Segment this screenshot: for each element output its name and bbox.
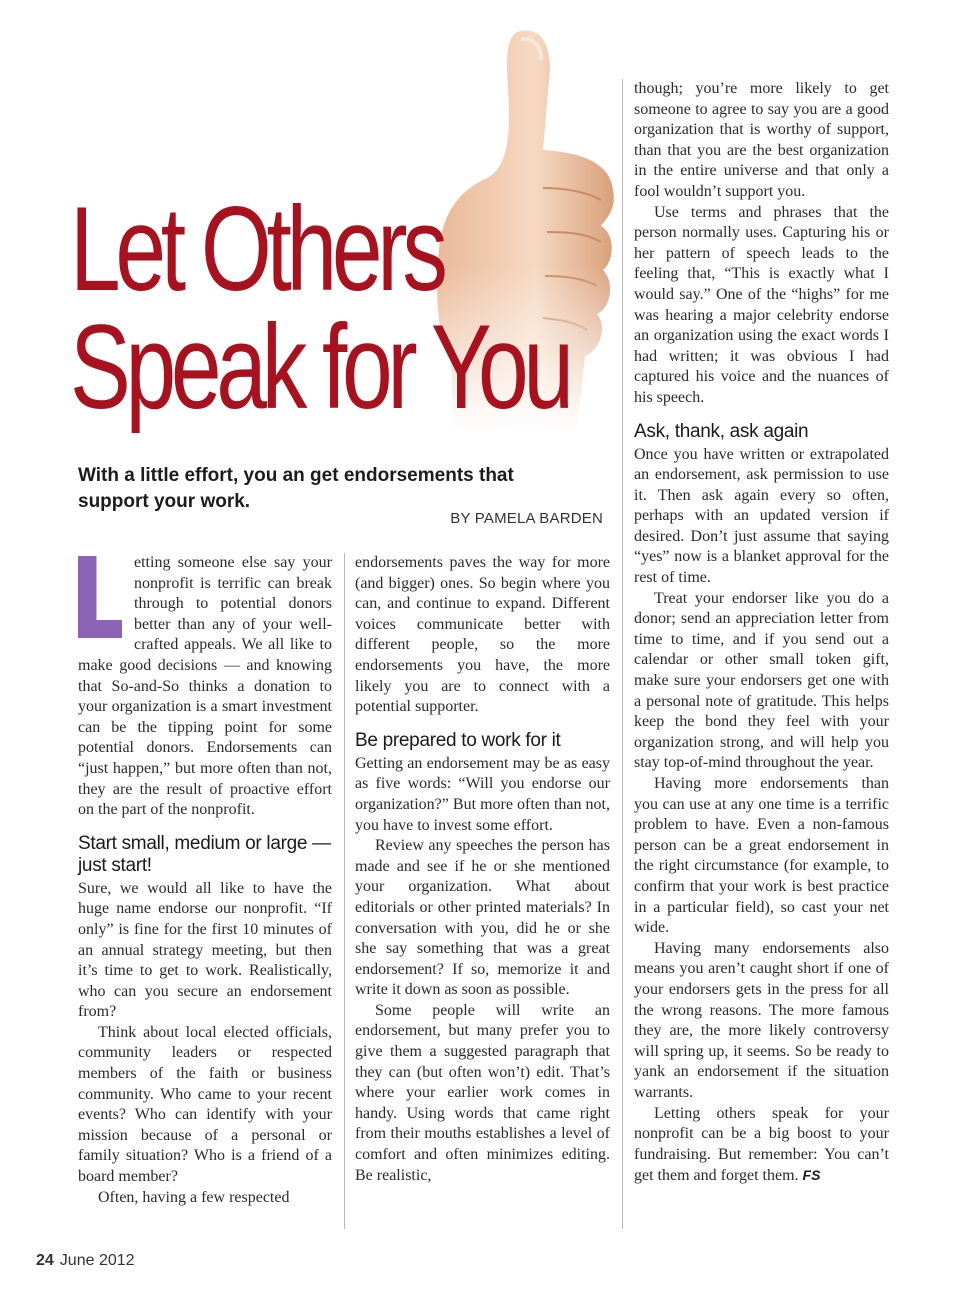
body-paragraph: Treat your endorser like you do a donor; send an appreciation letter from time to time, and if you send out a calendar or other small token gift, make sure your endorsers get one with a personal note of gratitude. This helps keep the bond they feel with your organization strong, and will help you stay top-of-mind throughout the year. — [634, 589, 889, 772]
article-title-line-2: Speak for You — [70, 300, 569, 434]
closing-text: Letting others speak for your nonprofit can be a big boost to your fundraising. But remember: You can’t get them and forget them. — [634, 1104, 889, 1185]
subheading-start-small: Start small, medium or large — just start! — [78, 832, 331, 876]
body-paragraph: Once you have written or extrapolated an endorsement, ask permission to use it. Then ask again every so often, perhaps with an updated version if desired. Don’t just assume that saying “yes” now is a blanket approval for the rest of time. — [634, 445, 889, 587]
article-column-2 — [355, 553, 610, 1186]
issue-date: June 2012 — [59, 1252, 135, 1269]
end-mark-fs: FS — [802, 1167, 821, 1184]
column-divider — [344, 553, 345, 1229]
body-paragraph: Often, having a few respected — [98, 1188, 290, 1206]
closing-paragraph — [634, 1104, 889, 1187]
article-column-3 — [634, 79, 889, 1187]
body-paragraph: Sure, we would all like to have the huge name endorse our nonprofit. “If only” is fine for the first 10 minutes of an annual strategy meeting, but then it’s time to get to work. Realistically, who can you secure an endorsement from? — [78, 879, 332, 1021]
article-title — [70, 182, 569, 434]
body-paragraph: Review any speeches the person has made and see if he or she mentioned your organization. What about editorials or other printed materials? In conversation with you, did he or she she say something that was a great endorsement? If so, memorize it and write it down as soon as possible. — [355, 837, 610, 999]
subheading-be-prepared: Be prepared to work for it — [355, 729, 561, 751]
body-paragraph: though; you’re more likely to get someone to agree to say you are a good organization that is worthy of support, than that you are the best organization in the entire universe and that only a fool wouldn’t support you. — [634, 80, 889, 200]
body-paragraph: Some people will write an endorsement, but many prefer you to give them a suggested paragraph that they can (but often won’t) edit. That’s where your earlier work comes in handy. Using words that came right from their mouths establishes a level of comfort and often minimizes editing. Be realistic, — [355, 1001, 610, 1184]
body-paragraph: Having more endorsements than you can use at any one time is a terrific problem to have. Even a non-famous person can be a great endorsement in the right circumstance (for example, to confirm that your work is best practice in a particular field), so cast your net wide. — [634, 775, 889, 937]
body-paragraph: Think about local elected officials, community leaders or respected members of the faith or business community. Who came to your recent events? Who can identify with your mission because of a personal or family situation? Who is a friend of a board member? — [78, 1023, 332, 1186]
body-paragraph: Getting an endorsement may be as easy as five words: “Will you endorse our organization?” But more often than not, you have to invest some effort. — [355, 754, 610, 834]
column-divider — [622, 79, 623, 1229]
article-deck: With a little effort, you an get endorsements that support your work. — [78, 465, 514, 512]
page-number: 24 — [36, 1252, 54, 1269]
intro-paragraph: etting someone else say your nonprofit is terrific can break through to potential donors better than any of your well-crafted appeals. We all like to make good decisions — and knowing that So-and-So thinks a donation to your organization is a smart investment can be the tipping point for some potential donors. Endorsements can “just happen,” but more often than not, they are the result of proactive effort on the part of the nonprofit. — [78, 554, 332, 819]
page-footer — [36, 1252, 135, 1270]
article-title-line-1: Let Others — [70, 182, 443, 316]
body-paragraph: endorsements paves the way for more (and bigger) ones. So begin where you can, and continue to expand. Different voices communicate better with different people, so the more endorsements you have, the more likely you are to connect with a potential supporter. — [355, 554, 610, 716]
byline: BY PAMELA BARDEN — [450, 510, 603, 527]
article-column-1 — [78, 553, 332, 1208]
body-paragraph: Use terms and phrases that the person normally uses. Capturing his or her pattern of speech leads to the feeling that, “This is exactly what I would say.” One of the “highs” for me was hearing a major celebrity endorse an organization using the exact words I had written; it was obvious I had captured his voice and the nuances of his speech. — [634, 203, 889, 406]
body-paragraph: Having many endorsements also means you aren’t caught short if one of your endorsers gets in the press for all the wrong reasons. The more famous they are, the more likely controversy will spring up, it seems. So be ready to yank an endorsement if the situation warrants. — [634, 939, 889, 1101]
subheading-ask-thank: Ask, thank, ask again — [634, 420, 809, 442]
